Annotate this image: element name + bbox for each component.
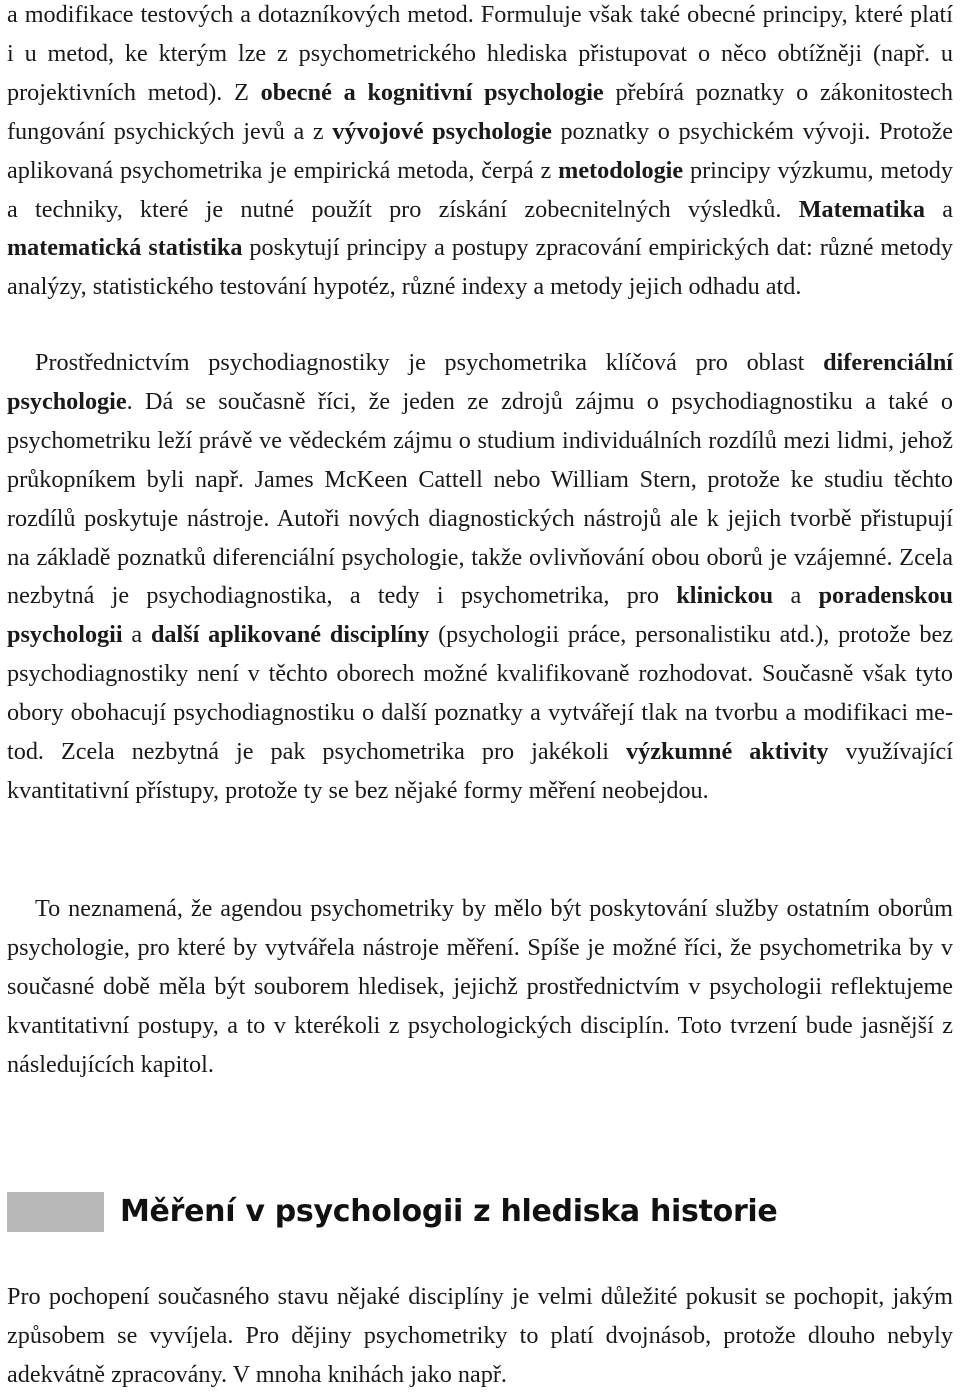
text-run: Prostřednictvím psychodiagnostiky je psychometrika klíčová pro oblast: [35, 349, 824, 376]
text-run: přebírá poznatky o zákonitostech fungování psychických jevů a z: [7, 78, 953, 145]
text-run: . Dá se současně říci, že jeden ze zdrojů zájmu o psychodiagnostiku a také o psychometriku leží právě ve vědeckém zájmu o studium individuálních rozdílů mezi lidmi, jehož průkopníkem byli např. James McKeen Cattell nebo William Stern, protože ke studiu těchto rozdílů poskytuje nástroje. Autoři nových diagnostických nástrojů ale k jejich tvorbě přistupují na základě poznatků diferenciální psychologie, takže ovlivňování obou oborů je vzájemné. Zcela nezbytná je psychodiagnostika, a tedy i psychometrika, pro: [7, 387, 953, 610]
text-run: poskytují principy a postupy zpracování empirických dat: různé metody analýzy, statistického testování hypotéz, různé indexy a metody jejich odhadu atd.: [7, 234, 954, 301]
emphasized-term: vývojové psychologie: [332, 117, 552, 145]
emphasized-term: diferenciální psychologie: [7, 349, 953, 415]
emphasized-term: další aplikované disciplíny: [150, 621, 430, 649]
emphasized-term: klinickou: [676, 582, 774, 610]
emphasized-term: Matematika: [798, 195, 925, 223]
text-run: To neznamená, že agendou psychometriky by mělo být poskytování služby ostatním oborům psychologie, pro které by vytvářela nástroje měření. Spíše je možné říci, že psychometrika by v současné době měla být souborem hledisek, jejichž prostřednictvím v psychologii reflektujeme kvantitativní postupy, a to v kterékoli z psychologických disciplín. Toto tvrzení bude jasnější z následujících kapitol.: [7, 895, 953, 1078]
emphasized-term: obecné a kognitivní psychologie: [260, 78, 604, 106]
text-run: a: [122, 621, 151, 649]
paragraph-history-intro: [7, 1278, 953, 1395]
paragraph-psychodiagnostics: [7, 344, 953, 811]
text-run: principy výzkumu, metody a techniky, které je nutné použít pro získání zobecnitelných výsledků.: [7, 156, 953, 223]
section-heading: [7, 1192, 953, 1234]
heading-marker-bar: [7, 1192, 104, 1232]
paragraph-fields-overview: [7, 0, 953, 307]
emphasized-term: výzkumné aktivity: [626, 738, 829, 766]
text-run: a: [773, 582, 819, 610]
text-run: poznatky o psychickém vývoji. Protože aplikovaná psychometrika je empirická metoda, čerpá z: [7, 117, 953, 184]
text-run: (psychologii práce, personalistiku atd.), protože bez psychodiagnostiky není v těchto oborech možné kvalifikovaně rozhodovat. Současně však tyto obory obohacují psychodiagnostiku o další poznatky a vytvářejí tlak na tvorbu a modifikaci metod. Zcela nezbytná je pak psychometrika pro jakékoli: [7, 621, 953, 766]
section-title: Měření v psychologii z hlediska historie: [120, 1194, 778, 1229]
emphasized-term: poradenskou psychologii: [7, 582, 953, 649]
text-run: využívající kvantitativní přístupy, protože ty se bez nějaké formy měření neobejdou.: [7, 738, 953, 804]
paragraph-agenda: [7, 890, 953, 1085]
text-run: a: [924, 195, 953, 223]
text-run: Pro pochopení současného stavu nějaké disciplíny je velmi důležité pokusit se pochopit, jakým způsobem se vyvíjela. Pro dějiny psychometriky to platí dvojnásob, protože dlouho nebyly adekvátně zpracovány. V mnoha knihách jako např.: [7, 1283, 953, 1388]
text-run: a modifikace testových a dotazníkových metod. Formuluje však také obecné principy, které platí i u metod, ke kterým lze z psychometrického hlediska přistupovat o něco obtížněji (např. u projektivních metod). Z: [7, 1, 953, 106]
emphasized-term: metodologie: [558, 156, 684, 184]
emphasized-term: matematická statistika: [7, 234, 243, 262]
